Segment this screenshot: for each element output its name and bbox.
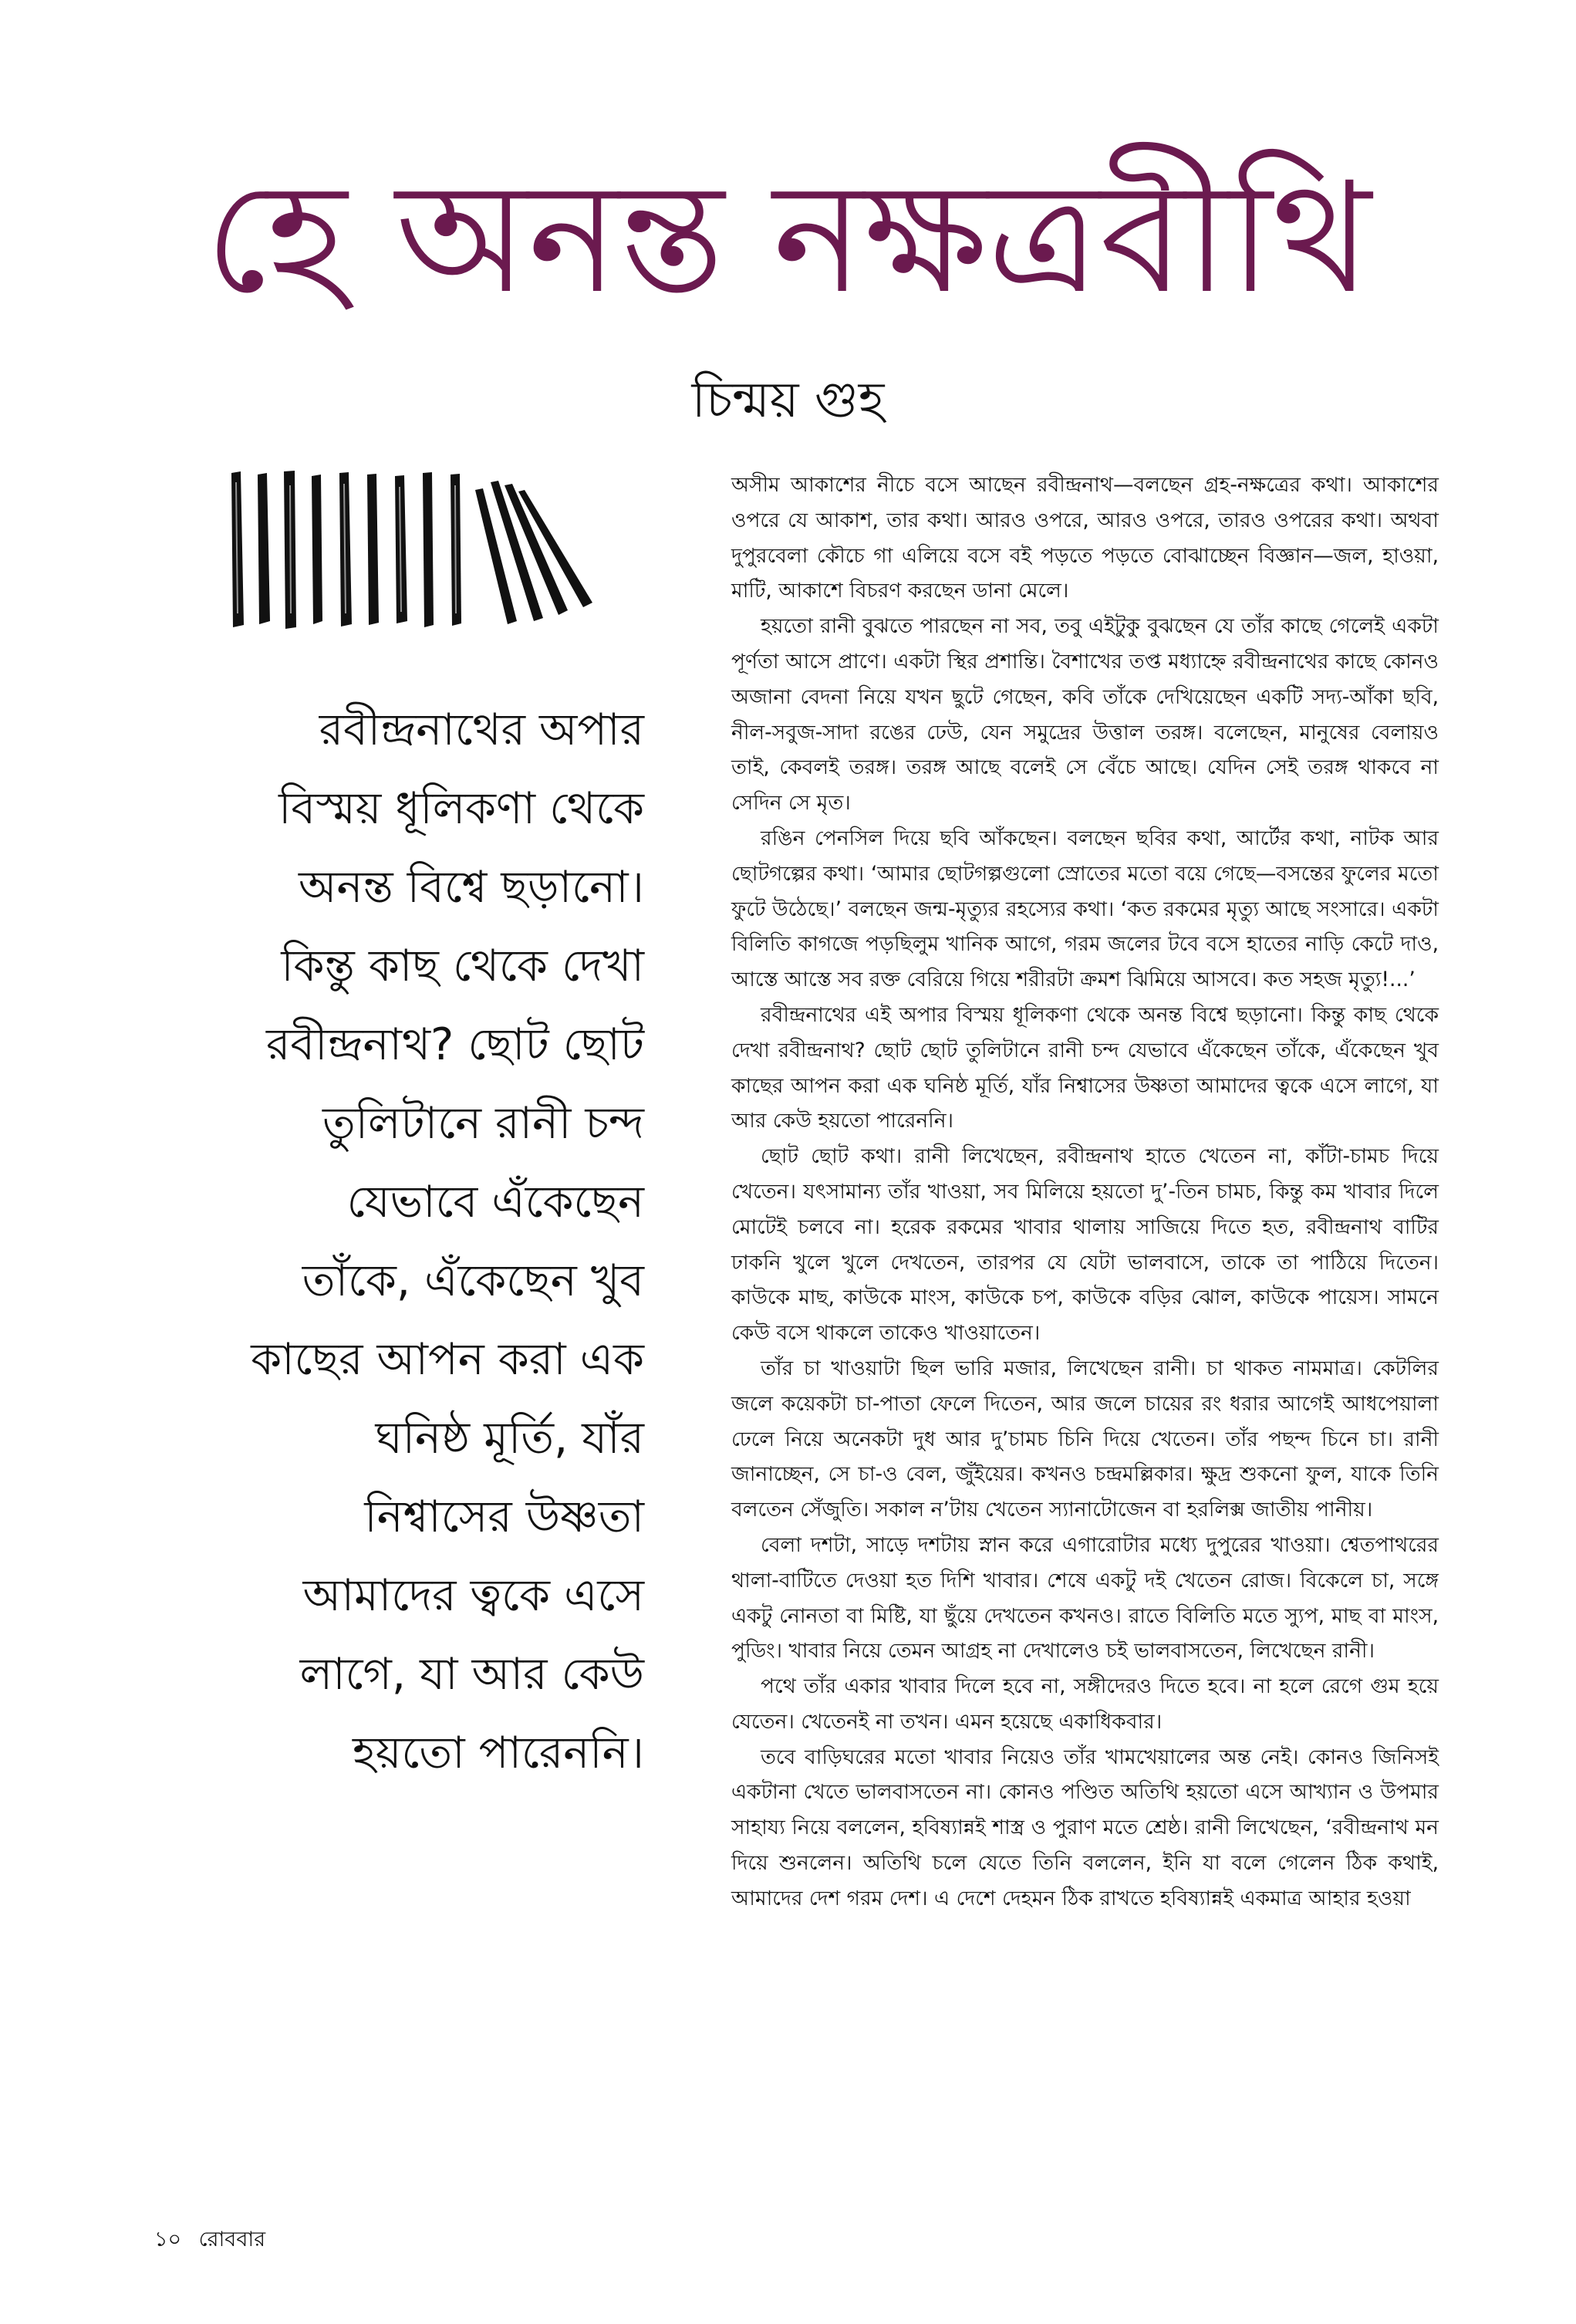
brush-stroke-lines-icon <box>224 467 609 633</box>
pull-quote-line: অনন্ত বিশ্বে ছড়ানো। <box>299 862 644 913</box>
pull-quote-line: যেভাবে এঁকেছেন <box>346 1177 644 1228</box>
body-paragraph: অসীম আকাশের নীচে বসে আছেন রবীন্দ্রনাথ—বলছেন গ্রহ-নক্ষত্রের কথা। আকাশের ওপরে যে আকাশ, তার কথা। আরও ওপরে, আরও ওপরে, তারও ওপরের কথা। অথবা দুপুরবেলা কৌচে গা এলিয়ে বসে বই পড়তে পড়তে বোঝাচ্ছেন বিজ্ঞান—জল, হাওয়া, মাটি, আকাশে বিচরণ করছেন ডানা মেলে। <box>731 473 1439 603</box>
article-title: হে অনন্ত নক্ষত্রবীথি <box>204 149 1372 327</box>
pull-quote-line: তাঁকে, এঁকেছেন খুব <box>302 1255 644 1306</box>
body-paragraph: রঙিন পেনসিল দিয়ে ছবি আঁকছেন। বলছেন ছবির কথা, আর্টের কথা, নাটক আর ছোটগল্পের কথা। ‘আমার ছোটগল্পগুলো স্রোতের মতো বয়ে গেছে—বসন্তের ফুলের মতো ফুটে উঠেছে।’ বলছেন জন্ম-মৃত্যুর রহস্যের কথা। ‘কত রকমের মৃত্যু আছে সংসারে। একটা বিলিতি কাগজে পড়ছিলুম খানিক আগে, গরম জলের টবে বসে হাতের নাড়ি কেটে দাও, আস্তে আস্তে সব রক্ত বেরিয়ে গিয়ে শরীরটা ক্রমশ ঝিমিয়ে আসবে। কত সহজ মৃত্যু!...’ <box>731 826 1439 992</box>
body-paragraph: ছোট ছোট কথা। রানী লিখেছেন, রবীন্দ্রনাথ হাতে খেতেন না, কাঁটা-চামচ দিয়ে খেতেন। যৎসামান্য তাঁর খাওয়া, সব মিলিয়ে হয়তো দু’-তিন চামচ, কিন্তু কম খাবার দিলে মোটেই চলবে না। হরেক রকমের খাবার থালায় সাজিয়ে দিতে হত, রবীন্দ্রনাথ বাটির ঢাকনি খুলে খুলে দেখতেন, তারপর যে যেটা ভালবাসে, তাকে তা পাঠিয়ে দিতেন। কাউকে মাছ, কাউকে মাংস, কাউকে চপ, কাউকে বড়ির ঝোল, কাউকে পায়েস। সামনে কেউ বসে থাকলে তাকেও খাওয়াতেন। <box>731 1144 1439 1346</box>
page-number: ১০ <box>154 2228 182 2251</box>
body-paragraph: তবে বাড়িঘরের মতো খাবার নিয়েও তাঁর খামখেয়ালের অন্ত নেই। কোনও জিনিসই একটানা খেতে ভালবাসতেন না। কোনও পণ্ডিত অতিথি হয়তো এসে আখ্যান ও উপমার সাহায্য নিয়ে বললেন, হবিষ্যান্নই শাস্ত্র ও পুরাণ মতে শ্রেষ্ঠ। রানী লিখেছেন, ‘রবীন্দ্রনাথ মন দিয়ে শুনলেন। অতিথি চলে যেতে তিনি বললেন, ইনি যা বলে গেলেন ঠিক কথাই, আমাদের দেশ গরম দেশ। এ দেশে দেহমন ঠিক রাখতে হবিষ্যান্নই একমাত্র আহার হওয়া <box>731 1745 1439 1910</box>
body-paragraph: পথে তাঁর একার খাবার দিলে হবে না, সঙ্গীদেরও দিতে হবে। না হলে রেগে গুম হয়ে যেতেন। খেতেনই না তখন। এমন হয়েছে একাধিকবার। <box>731 1674 1439 1734</box>
pull-quote-line: রবীন্দ্রনাথ? ছোট ছোট <box>266 1019 644 1070</box>
pull-quote-line: ঘনিষ্ঠ মূর্তি, যাঁর <box>375 1413 644 1464</box>
article-body <box>731 468 1439 1917</box>
pull-quote-line: তুলিটানে রানী চন্দ <box>322 1098 644 1149</box>
body-paragraph: বেলা দশটা, সাড়ে দশটায় স্নান করে এগারোটার মধ্যে দুপুরের খাওয়া। শ্বেতপাথরের থালা-বাটিতে দেওয়া হত দিশি খাবার। শেষে একটু দই খেতেন রোজ। বিকেলে চা, সঙ্গে একটু নোনতা বা মিষ্টি, যা ছুঁয়ে দেখতেন কখনও। রাতে বিলিতি মতে স্যুপ, মাছ বা মাংস, পুডিং। খাবার নিয়ে তেমন আগ্রহ না দেখালেও চই ভালবাসতেন, লিখেছেন রানী। <box>731 1532 1439 1664</box>
pull-quote <box>123 691 644 1792</box>
pull-quote-line: নিশ্বাসের উষ্ণতা <box>364 1491 644 1542</box>
pull-quote-line: কাছের আপন করা এক <box>251 1334 644 1385</box>
pull-quote-line: বিস্ময় ধূলিকণা থেকে <box>278 783 644 834</box>
body-paragraph: রবীন্দ্রনাথের এই অপার বিস্ময় ধূলিকণা থেকে অনন্ত বিশ্বে ছড়ানো। কিন্তু কাছ থেকে দেখা রবীন্দ্রনাথ? ছোট ছোট তুলিটানে রানী চন্দ যেভাবে এঁকেছেন তাঁকে, এঁকেছেন খুব কাছের আপন করা এক ঘনিষ্ঠ মূর্তি, যাঁর নিশ্বাসের উষ্ণতা আমাদের ত্বকে এসে লাগে, যা আর কেউ হয়তো পারেননি। <box>731 1002 1439 1133</box>
magazine-name: রোববার <box>198 2228 266 2251</box>
pull-quote-line: রবীন্দ্রনাথের অপার <box>319 704 644 755</box>
pull-quote-line: হয়তো পারেননি। <box>352 1728 644 1778</box>
author-name: চিন্ময় গুহ <box>691 372 885 429</box>
body-paragraph: তাঁর চা খাওয়াটা ছিল ভারি মজার, লিখেছেন রানী। চা থাকত নামমাত্র। কেটলির জলে কয়েকটা চা-পাতা ফেলে দিতেন, আর জলে চায়ের রং ধরার আগেই আধপেয়ালা ঢেলে নিয়ে অনেকটা দুধ আর দু’চামচ চিনি দিয়ে খেতেন। তাঁর পছন্দ চিনে চা। রানী জানাচ্ছেন, সে চা-ও বেল, জুঁইয়ের। কখনও চন্দ্রমল্লিকার। ক্ষুদ্র শুকনো ফুল, যাকে তিনি বলতেন সেঁজুতি। সকাল ন’টায় খেতেন স্যানাটোজেন বা হরলিক্স জাতীয় পানীয়। <box>731 1356 1439 1522</box>
pull-quote-line: কিন্তু কাছ থেকে দেখা <box>281 941 644 991</box>
pull-quote-line: লাগে, যা আর কেউ <box>299 1649 644 1700</box>
body-paragraph: হয়তো রানী বুঝতে পারছেন না সব, তবু এইটুকু বুঝছেন যে তাঁর কাছে গেলেই একটা পূর্ণতা আসে প্রাণে। একটা স্থির প্রশান্তি। বৈশাখের তপ্ত মধ্যাহ্নে রবীন্দ্রনাথের কাছে কোনও অজানা বেদনা নিয়ে যখন ছুটে গেছেন, কবি তাঁকে দেখিয়েছেন একটি সদ্য-আঁকা ছবি, নীল-সবুজ-সাদা রঙের ঢেউ, যেন সমুদ্রের উত্তাল তরঙ্গ। বলেছেন, মানুষের বেলায়ও তাই, কেবলই তরঙ্গ। তরঙ্গ আছে বলেই সে বেঁচে আছে। যেদিন সেই তরঙ্গ থাকবে না সেদিন সে মৃত। <box>731 614 1439 816</box>
pull-quote-line: আমাদের ত্বকে এসে <box>302 1570 644 1621</box>
page-footer <box>154 2224 265 2258</box>
